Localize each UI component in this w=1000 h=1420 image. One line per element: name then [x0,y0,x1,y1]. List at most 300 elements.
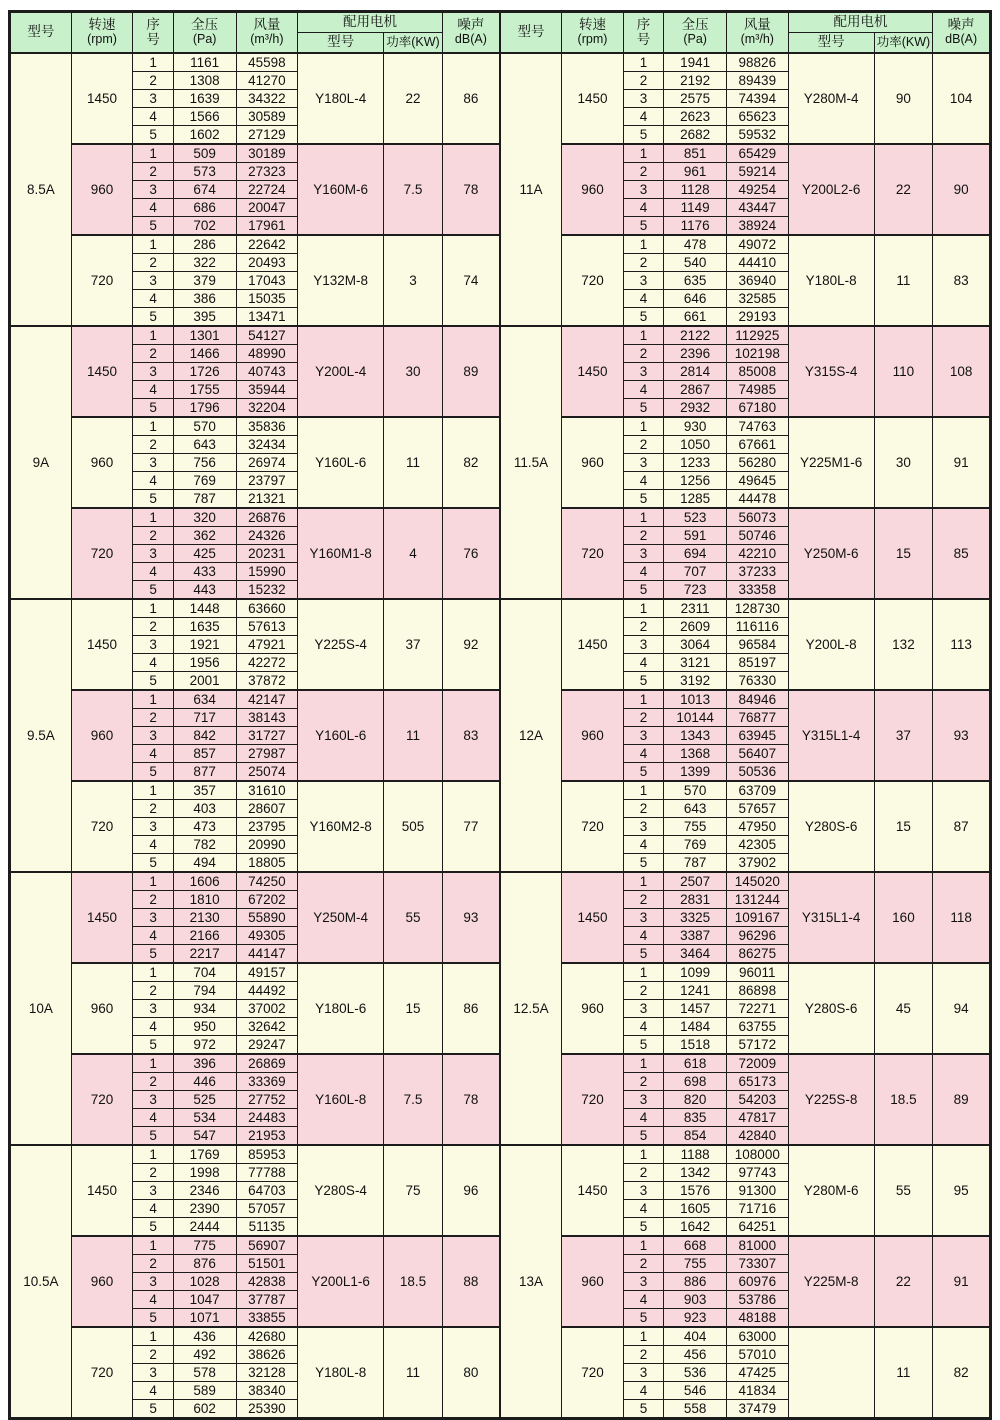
volume-cell: 74250 [236,872,298,891]
pressure-cell: 443 [173,581,236,600]
pressure-cell: 2932 [664,399,727,418]
seq-cell: 5 [623,763,663,782]
header-noise [442,12,500,54]
seq-cell: 1 [623,508,663,527]
seq-cell: 1 [623,1327,663,1346]
pressure-cell: 769 [173,472,236,490]
speed-cell: 960 [71,144,133,235]
pressure-cell: 704 [173,963,236,982]
volume-cell: 57010 [726,1346,788,1364]
seq-cell: 2 [623,72,663,90]
noise-cell: 89 [933,1054,991,1145]
header-pressure-line1: 全压 [191,17,219,33]
pressure-cell: 1188 [664,1145,727,1164]
pressure-cell: 723 [664,581,727,600]
pressure-cell: 1176 [664,217,727,236]
model-cell: 9A [10,326,72,599]
pressure-cell: 1233 [664,454,727,472]
speed-cell: 960 [71,417,133,508]
volume-cell: 102198 [726,345,788,363]
seq-cell: 5 [133,308,173,327]
pressure-cell: 1308 [173,72,236,90]
pressure-cell: 2122 [664,326,727,345]
seq-cell: 2 [133,1073,173,1091]
pressure-cell: 286 [173,235,236,254]
volume-cell: 25074 [236,763,298,782]
header-volume-line2: (m³/h) [250,32,284,47]
pressure-cell: 842 [173,727,236,745]
speed-cell: 720 [562,1054,624,1145]
seq-cell: 5 [623,672,663,691]
pressure-cell: 646 [664,290,727,308]
seq-cell: 2 [623,345,663,363]
pressure-cell: 2311 [664,599,727,618]
pressure-cell: 1755 [173,381,236,399]
seq-cell: 1 [133,1054,173,1073]
header-seq-line2: 号 [636,31,651,47]
seq-cell: 3 [133,1000,173,1018]
seq-cell: 5 [623,308,663,327]
volume-cell: 116116 [726,618,788,636]
seq-cell: 4 [133,472,173,490]
volume-cell: 49157 [236,963,298,982]
volume-cell: 25390 [236,1400,298,1419]
seq-cell: 4 [623,745,663,763]
seq-cell: 2 [623,800,663,818]
volume-cell: 17961 [236,217,298,236]
pressure-cell: 570 [173,417,236,436]
motor-power-cell: 11 [874,1327,933,1419]
pressure-cell: 851 [664,144,727,163]
volume-cell: 33369 [236,1073,298,1091]
volume-cell: 56407 [726,745,788,763]
pressure-cell: 1050 [664,436,727,454]
pressure-cell: 775 [173,1236,236,1255]
seq-cell: 2 [133,254,173,272]
volume-cell: 65173 [726,1073,788,1091]
seq-cell: 5 [623,854,663,873]
pressure-cell: 877 [173,763,236,782]
pressure-cell: 618 [664,1054,727,1073]
volume-cell: 30589 [236,108,298,126]
seq-cell: 4 [133,1291,173,1309]
noise-cell: 87 [933,781,991,872]
seq-cell: 2 [133,345,173,363]
seq-cell: 5 [133,490,173,509]
seq-cell: 1 [133,1236,173,1255]
seq-cell: 4 [133,1018,173,1036]
noise-cell: 93 [933,690,991,781]
seq-cell: 4 [623,1291,663,1309]
volume-cell: 20493 [236,254,298,272]
pressure-cell: 635 [664,272,727,290]
seq-cell: 5 [623,945,663,964]
seq-cell: 2 [623,1164,663,1182]
header-motor-group: 配用电机 [298,12,443,33]
speed-cell: 1450 [562,326,624,417]
motor-power-cell: 15 [384,963,443,1054]
pressure-cell: 386 [173,290,236,308]
seq-cell: 1 [133,690,173,709]
volume-cell: 32642 [236,1018,298,1036]
motor-power-cell: 132 [874,599,933,690]
header-volume-line2: (m³/h) [740,32,774,47]
model-cell: 9.5A [10,599,72,872]
header-speed [562,12,624,54]
pressure-cell: 2396 [664,345,727,363]
header-volume-line1: 风量 [253,17,281,33]
data-row [10,53,991,72]
volume-cell: 145020 [726,872,788,891]
pressure-cell: 1576 [664,1182,727,1200]
speed-cell: 720 [71,781,133,872]
volume-cell: 57657 [726,800,788,818]
seq-cell: 5 [623,1309,663,1328]
seq-cell: 1 [623,1145,663,1164]
motor-model-cell: Y225M-8 [788,1236,874,1327]
volume-cell: 57057 [236,1200,298,1218]
seq-cell: 5 [623,1218,663,1237]
pressure-cell: 2390 [173,1200,236,1218]
speed-cell: 720 [562,508,624,599]
volume-cell: 112925 [726,326,788,345]
volume-cell: 24483 [236,1109,298,1127]
motor-model-cell: Y160L-6 [298,690,384,781]
motor-power-cell: 15 [874,508,933,599]
volume-cell: 15035 [236,290,298,308]
pressure-cell: 578 [173,1364,236,1382]
volume-cell: 71716 [726,1200,788,1218]
noise-cell: 74 [442,235,500,326]
seq-cell: 5 [133,126,173,145]
model-cell: 10.5A [10,1145,72,1419]
seq-cell: 3 [133,636,173,654]
volume-cell: 49072 [726,235,788,254]
seq-cell: 4 [623,108,663,126]
seq-cell: 1 [623,1054,663,1073]
pressure-cell: 1047 [173,1291,236,1309]
header-model: 型号 [500,12,562,54]
pressure-cell: 1726 [173,363,236,381]
header-speed-line2: (rpm) [577,32,608,47]
volume-cell: 13471 [236,308,298,327]
pressure-cell: 456 [664,1346,727,1364]
pressure-cell: 523 [664,508,727,527]
pressure-cell: 2575 [664,90,727,108]
seq-cell: 2 [623,982,663,1000]
seq-cell: 5 [623,1400,663,1419]
motor-power-cell: 110 [874,326,933,417]
volume-cell: 26876 [236,508,298,527]
pressure-cell: 717 [173,709,236,727]
noise-cell: 91 [933,1236,991,1327]
volume-cell: 60976 [726,1273,788,1291]
header-noise [933,12,991,54]
seq-cell: 3 [623,181,663,199]
volume-cell: 49645 [726,472,788,490]
volume-cell: 59532 [726,126,788,145]
motor-model-cell: Y280S-4 [298,1145,384,1236]
pressure-cell: 1642 [664,1218,727,1237]
noise-cell: 118 [933,872,991,963]
volume-cell: 35944 [236,381,298,399]
seq-cell: 3 [623,1273,663,1291]
seq-cell: 2 [623,1073,663,1091]
volume-cell: 38924 [726,217,788,236]
seq-cell: 5 [133,217,173,236]
volume-cell: 26974 [236,454,298,472]
pressure-cell: 854 [664,1127,727,1146]
seq-cell: 5 [133,1309,173,1328]
motor-power-cell: 11 [384,417,443,508]
volume-cell: 20990 [236,836,298,854]
pressure-cell: 3387 [664,927,727,945]
motor-power-cell: 37 [384,599,443,690]
motor-model-cell: Y180L-4 [298,53,384,144]
motor-power-cell: 22 [384,53,443,144]
pressure-cell: 433 [173,563,236,581]
seq-cell: 4 [623,381,663,399]
seq-cell: 1 [623,1236,663,1255]
seq-cell: 3 [623,818,663,836]
header-volume-line1: 风量 [743,17,771,33]
volume-cell: 96296 [726,927,788,945]
speed-cell: 720 [562,235,624,326]
seq-cell: 2 [623,436,663,454]
pressure-cell: 707 [664,563,727,581]
volume-cell: 15232 [236,581,298,600]
speed-cell: 720 [71,508,133,599]
volume-cell: 29193 [726,308,788,327]
motor-model-cell: Y315L1-4 [788,872,874,963]
pressure-cell: 436 [173,1327,236,1346]
noise-cell: 104 [933,53,991,144]
noise-cell: 113 [933,599,991,690]
seq-cell: 4 [623,1109,663,1127]
motor-model-cell: Y180L-6 [298,963,384,1054]
volume-cell: 64703 [236,1182,298,1200]
header-noise-line2: dB(A) [945,32,978,47]
motor-model-cell: Y250M-4 [298,872,384,963]
volume-cell: 128730 [726,599,788,618]
volume-cell: 55890 [236,909,298,927]
model-cell: 8.5A [10,53,72,326]
pressure-cell: 1484 [664,1018,727,1036]
header-volume [236,12,298,54]
seq-cell: 4 [133,745,173,763]
header-motor-model: 型号 [298,33,384,54]
pressure-cell: 395 [173,308,236,327]
seq-cell: 1 [623,963,663,982]
seq-cell: 1 [133,781,173,800]
motor-model-cell: Y180L-8 [298,1327,384,1419]
seq-cell: 1 [133,417,173,436]
seq-cell: 1 [133,508,173,527]
pressure-cell: 1256 [664,472,727,490]
header-pressure [664,12,727,54]
noise-cell: 76 [442,508,500,599]
volume-cell: 97743 [726,1164,788,1182]
pressure-cell: 923 [664,1309,727,1328]
volume-cell: 47817 [726,1109,788,1127]
volume-cell: 85953 [236,1145,298,1164]
pressure-cell: 769 [664,836,727,854]
pressure-cell: 2346 [173,1182,236,1200]
seq-cell: 3 [133,1091,173,1109]
seq-cell: 4 [623,927,663,945]
seq-cell: 3 [133,1182,173,1200]
seq-cell: 2 [133,618,173,636]
volume-cell: 42147 [236,690,298,709]
speed-cell: 1450 [71,1145,133,1236]
header-speed-line2: (rpm) [87,32,117,47]
volume-cell: 63660 [236,599,298,618]
motor-power-cell: 11 [384,1327,443,1419]
seq-cell: 3 [133,272,173,290]
seq-cell: 4 [133,1109,173,1127]
noise-cell: 78 [442,1054,500,1145]
speed-cell: 960 [71,690,133,781]
motor-power-cell: 30 [874,417,933,508]
volume-cell: 22724 [236,181,298,199]
seq-cell: 4 [623,654,663,672]
seq-cell: 1 [623,326,663,345]
volume-cell: 37002 [236,1000,298,1018]
pressure-cell: 1602 [173,126,236,145]
volume-cell: 85197 [726,654,788,672]
volume-cell: 48990 [236,345,298,363]
speed-cell: 720 [71,235,133,326]
noise-cell: 88 [442,1236,500,1327]
volume-cell: 131244 [726,891,788,909]
header-speed-line1: 转速 [578,17,606,33]
seq-cell: 5 [623,581,663,600]
volume-cell: 23797 [236,472,298,490]
volume-cell: 76877 [726,709,788,727]
seq-cell: 3 [623,636,663,654]
header-speed [71,12,133,54]
seq-cell: 1 [133,144,173,163]
volume-cell: 67180 [726,399,788,418]
noise-cell: 93 [442,872,500,963]
volume-cell: 85008 [726,363,788,381]
data-row [10,326,991,345]
data-row [10,872,991,891]
pressure-cell: 446 [173,1073,236,1091]
pressure-cell: 478 [664,235,727,254]
header-noise-line2: dB(A) [454,32,487,47]
volume-cell: 38340 [236,1382,298,1400]
pressure-cell: 3192 [664,672,727,691]
volume-cell: 47425 [726,1364,788,1382]
pressure-cell: 1796 [173,399,236,418]
pressure-cell: 1071 [173,1309,236,1328]
pressure-cell: 322 [173,254,236,272]
volume-cell: 34322 [236,90,298,108]
pressure-cell: 1635 [173,618,236,636]
pressure-cell: 1605 [664,1200,727,1218]
seq-cell: 2 [133,72,173,90]
seq-cell: 2 [133,1164,173,1182]
pressure-cell: 1099 [664,963,727,982]
pressure-cell: 1013 [664,690,727,709]
pressure-cell: 2867 [664,381,727,399]
seq-cell: 5 [623,1036,663,1055]
volume-cell: 32128 [236,1364,298,1382]
motor-power-cell: 55 [384,872,443,963]
volume-cell: 18805 [236,854,298,873]
speed-cell: 720 [562,1327,624,1419]
seq-cell: 2 [133,891,173,909]
speed-cell: 960 [562,963,624,1054]
motor-model-cell: Y200L-8 [788,599,874,690]
seq-cell: 5 [623,1127,663,1146]
seq-cell: 1 [133,53,173,72]
pressure-cell: 2831 [664,891,727,909]
volume-cell: 30189 [236,144,298,163]
seq-cell: 3 [623,545,663,563]
pressure-cell: 1606 [173,872,236,891]
pressure-cell: 1518 [664,1036,727,1055]
volume-cell: 37479 [726,1400,788,1419]
pressure-cell: 396 [173,1054,236,1073]
pressure-cell: 494 [173,854,236,873]
pressure-cell: 473 [173,818,236,836]
volume-cell: 63000 [726,1327,788,1346]
seq-cell: 1 [623,872,663,891]
motor-power-cell: 90 [874,53,933,144]
speed-cell: 1450 [71,872,133,963]
volume-cell: 73307 [726,1255,788,1273]
seq-cell: 5 [133,1036,173,1055]
header-speed-line1: 转速 [88,17,116,33]
volume-cell: 63945 [726,727,788,745]
pressure-cell: 404 [664,1327,727,1346]
pressure-cell: 2623 [664,108,727,126]
seq-cell: 3 [133,90,173,108]
motor-power-cell: 30 [384,326,443,417]
pressure-cell: 755 [664,818,727,836]
seq-cell: 4 [623,199,663,217]
noise-cell: 83 [442,690,500,781]
table-header [10,12,991,54]
pressure-cell: 756 [173,454,236,472]
volume-cell: 65429 [726,144,788,163]
pressure-cell: 1466 [173,345,236,363]
pressure-cell: 534 [173,1109,236,1127]
pressure-cell: 857 [173,745,236,763]
volume-cell: 44410 [726,254,788,272]
motor-model-cell: Y225M1-6 [788,417,874,508]
pressure-cell: 1301 [173,326,236,345]
seq-cell: 1 [623,690,663,709]
speed-cell: 960 [562,690,624,781]
pressure-cell: 2814 [664,363,727,381]
seq-cell: 4 [133,108,173,126]
volume-cell: 32585 [726,290,788,308]
volume-cell: 76330 [726,672,788,691]
volume-cell: 50746 [726,527,788,545]
pressure-cell: 674 [173,181,236,199]
pressure-cell: 1285 [664,490,727,509]
pressure-cell: 1921 [173,636,236,654]
header-pressure-line2: (Pa) [192,32,217,47]
speed-cell: 720 [71,1327,133,1419]
seq-cell: 2 [133,436,173,454]
volume-cell: 31610 [236,781,298,800]
pressure-cell: 362 [173,527,236,545]
motor-model-cell: Y225S-4 [298,599,384,690]
